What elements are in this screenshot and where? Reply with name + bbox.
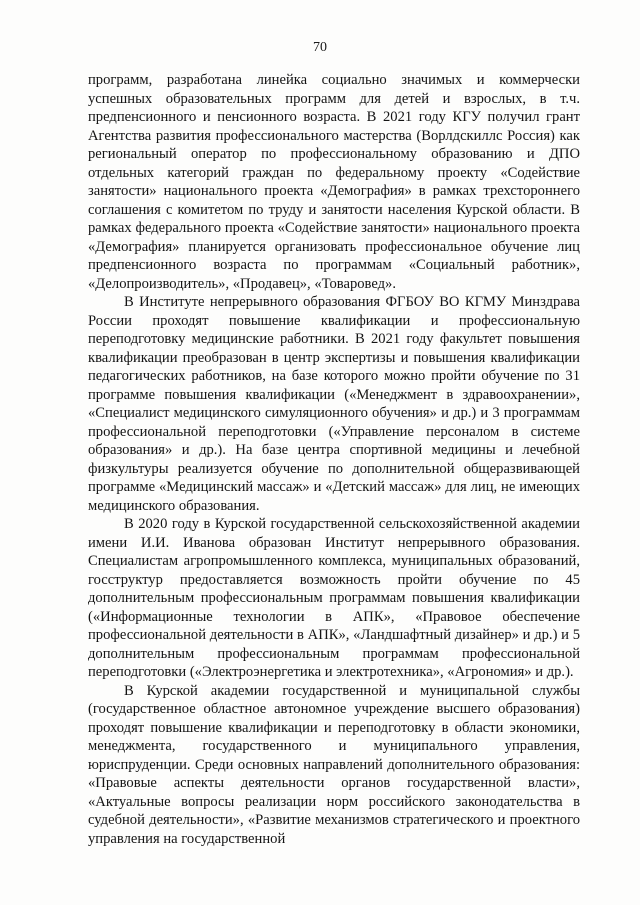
paragraph-kgmu: В Институте непрерывного образования ФГБОУ ВО КГМУ Минздрава России проходят повышение квалификации и профессиональную переподготовку медицинские работники. В 2021 году факультет повышения квалификации преобразован в центр экспертизы и повышения квалификации педагогических работников, на базе которого можно пройти обучение по 31 программе повышения квалификации («Менеджмент в здравоохранении», «Специалист медицинского симуляционного обучения» и др.) и 3 программам профессиональной переподготовки («Управление персоналом в системе образования» и др.). На базе центра спортивной медицины и лечебной физкультуры реализуется обучение по дополнительной общеразвивающей программе «Медицинский массаж» и «Детский массаж» для лиц, не имеющих медицинского образования. bbox=[88, 294, 580, 514]
page-number: 70 bbox=[313, 40, 327, 55]
paragraph-continuation: программ, разработана линейка социально значимых и коммерчески успешных образовательных программ для детей и взрослых, в т.ч. предпенсионного и пенсионного возраста. В 2021 году КГУ получил грант Агентства развития профессионального мастерства (Ворлдскиллс Россия) как региональный оператор по профессиональному образованию и ДПО отдельных категорий граждан по федеральному проекту «Содействие занятости» национального проекта «Демография» в рамках трехстороннего соглашения с комитетом по труду и занятости населения Курской области. В рамках федерального проекта «Содействие занятости» национального проекта «Демография» планируется организовать профессиональное обучение лиц предпенсионного возраста по программам «Социальный работник», «Делопроизводитель», «Продавец», «Товаровед». bbox=[88, 72, 580, 292]
paragraph-civil-service-academy: В Курской академии государственной и муниципальной службы (государственное областное автономное учреждение высшего образования) проходят повышение квалификации и переподготовку в области экономики, менеджмента, государственного и муниципального управления, юриспруденции. Среди основных направлений дополнительного образования: «Правовые аспекты деятельности органов государственной власти», «Актуальные вопросы реализации норм российского законодательства в судебной деятельности», «Развитие механизмов стратегического и проектного управления на государственной bbox=[88, 682, 580, 847]
paragraph-agri-academy: В 2020 году в Курской государственной сельскохозяйственной академии имени И.И. Иванова образован Институт непрерывного образования. Специалистам агропромышленного комплекса, муниципальных образований, госструктур предоставляется возможность пройти обучение по 45 дополнительным профессиональным программам повышения квалификации («Информационные технологии в АПК», «Правовое обеспечение профессиональной деятельности в АПК», «Ландшафтный дизайнер» и др.) и 5 дополнительным профессиональным программам профессиональной переподготовки («Электроэнергетика и электротехника», «Агрономия» и др.). bbox=[88, 516, 580, 680]
body-text bbox=[88, 71, 580, 848]
